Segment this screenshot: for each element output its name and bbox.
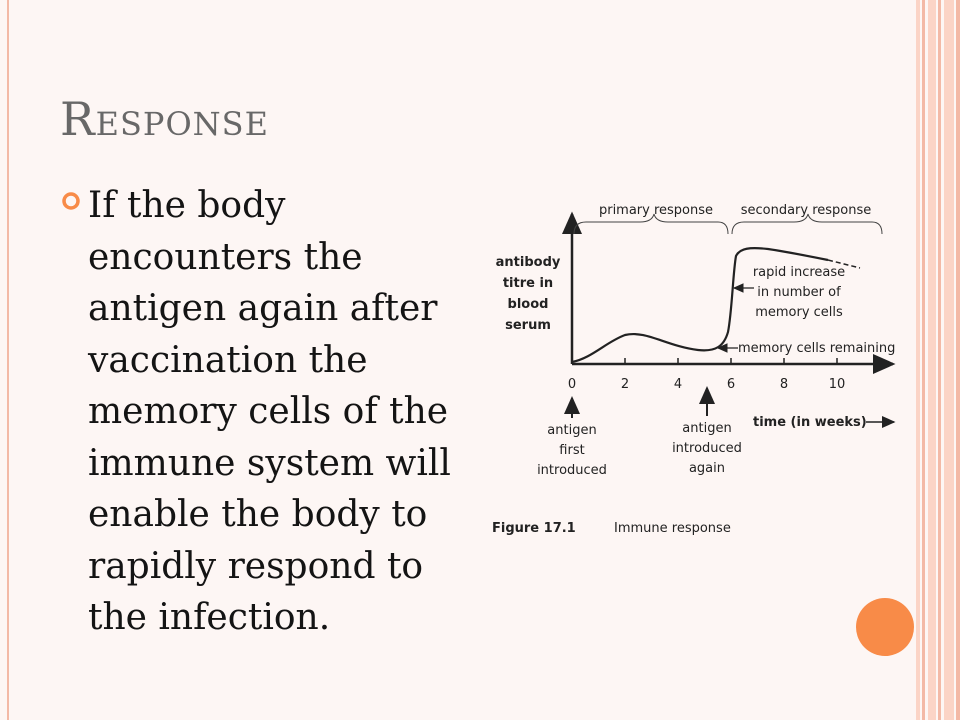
decorative-stripes: [916, 0, 960, 720]
tick-0: 0: [567, 377, 577, 392]
primary-response-label: primary response: [598, 203, 714, 218]
left-border-line: [7, 0, 9, 720]
bullet-circle-icon: [62, 192, 80, 210]
decorative-orange-circle: [856, 598, 914, 656]
y-label-line-3: blood: [507, 297, 549, 312]
bullet-text: If the body encounters the antigen again after vaccination the memory cells of the immune system will enable the body to rapidly respond to the infection.: [88, 185, 451, 638]
immune-response-figure: [488, 192, 908, 552]
immune-response-diagram: [488, 192, 908, 552]
tick-4: 4: [673, 377, 683, 392]
antigen-again-line-3: again: [688, 461, 726, 476]
y-label-line-1: antibody: [495, 255, 561, 270]
x-axis-label: time (in weeks): [753, 415, 867, 430]
rapid-increase-line-3: memory cells: [755, 305, 843, 320]
antigen-again-line-2: introduced: [672, 441, 742, 456]
figure-caption: Immune response: [614, 521, 731, 536]
rapid-increase-line-2: in number of: [757, 285, 841, 300]
antigen-again-line-1: antigen: [682, 421, 732, 436]
antigen-first-line-2: first: [559, 443, 585, 458]
tick-6: 6: [726, 377, 736, 392]
tick-8: 8: [779, 377, 789, 392]
memory-remaining-label: memory cells remaining: [738, 341, 896, 356]
bullet-item: [62, 180, 472, 644]
secondary-response-label: secondary response: [740, 203, 872, 218]
antigen-first-line-1: antigen: [547, 423, 597, 438]
antigen-first-line-3: introduced: [537, 463, 607, 478]
tick-10: 10: [828, 377, 846, 392]
y-label-line-4: serum: [505, 318, 551, 333]
rapid-increase-line-1: rapid increase: [752, 265, 846, 280]
y-label-line-2: titre in: [502, 276, 554, 291]
slide-title: Response: [60, 92, 269, 146]
tick-2: 2: [620, 377, 630, 392]
figure-number: Figure 17.1: [492, 521, 576, 536]
